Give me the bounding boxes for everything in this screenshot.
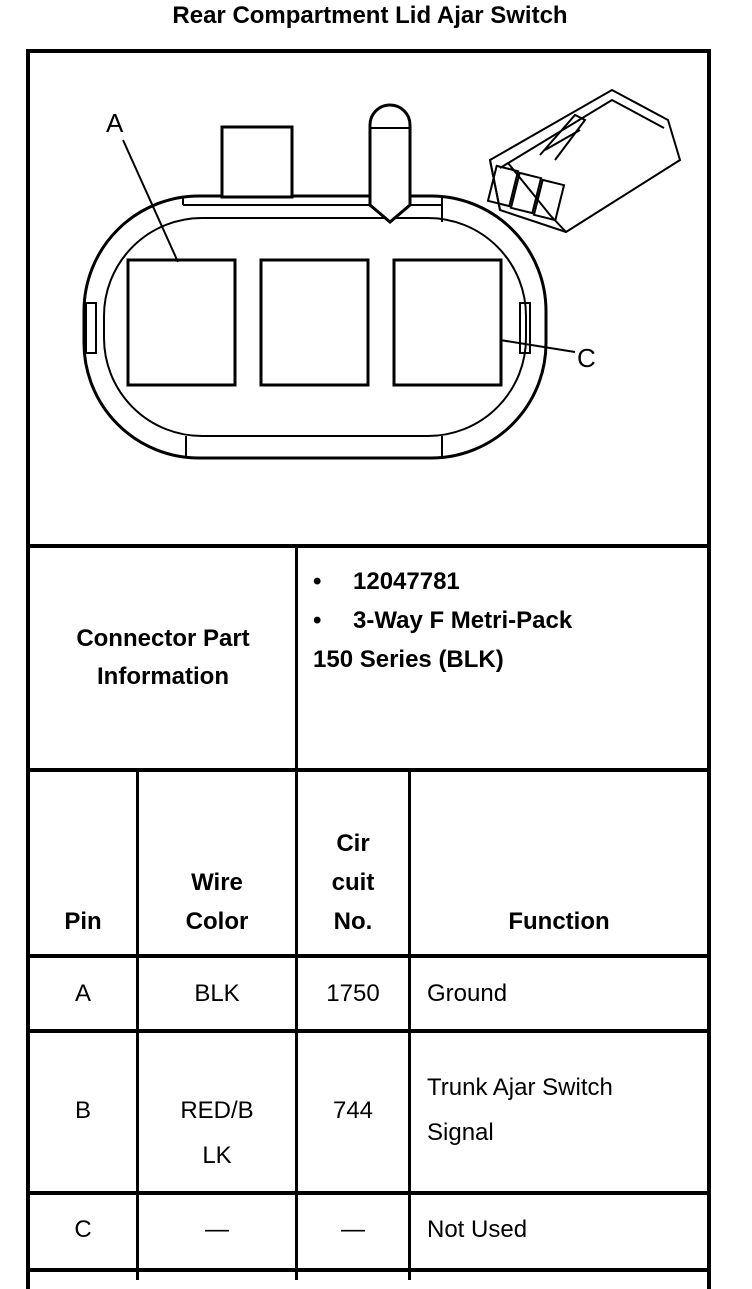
lock-tab xyxy=(222,127,292,197)
connector-info-label: Connector Part Information xyxy=(76,625,250,690)
connector-info-details xyxy=(313,562,703,679)
divider-line xyxy=(26,1029,711,1033)
wire-color-cell: BLK xyxy=(194,980,240,1007)
function-cell: Trunk Ajar Switch Signal xyxy=(427,1074,613,1146)
divider-line xyxy=(26,954,711,958)
header-circuit-no: Cir cuit No. xyxy=(331,830,375,935)
bullet-icon: • xyxy=(313,568,322,595)
header-wire-color: Wire Color xyxy=(185,869,249,935)
connector-diagram xyxy=(30,53,707,545)
connector-series: 150 Series (BLK) xyxy=(313,646,504,673)
bullet-icon: • xyxy=(313,607,322,634)
divider-line xyxy=(26,768,711,772)
part-number: 12047781 xyxy=(353,568,460,595)
callout-label-a: A xyxy=(106,108,124,138)
header-pin: Pin xyxy=(64,908,102,935)
polarization-key xyxy=(370,105,410,222)
connector-3d-icon xyxy=(488,90,680,232)
circuit-cell: 744 xyxy=(332,1097,374,1124)
function-cell: Ground xyxy=(427,980,508,1007)
wire-color-cell: RED/B LK xyxy=(180,1097,254,1169)
divider-line xyxy=(26,1268,711,1272)
wire-color-cell: — xyxy=(205,1216,229,1243)
connector-housing-outer xyxy=(84,196,546,458)
divider-line xyxy=(408,770,411,1280)
pin-cell: A xyxy=(74,980,91,1007)
header-function: Function xyxy=(508,908,610,935)
function-cell: Not Used xyxy=(427,1216,528,1243)
divider-line xyxy=(136,770,139,1280)
callout-label-c: C xyxy=(577,343,596,373)
page-title: Rear Compartment Lid Ajar Switch xyxy=(172,2,568,29)
pin-cell: C xyxy=(74,1216,92,1243)
circuit-cell: 1750 xyxy=(326,980,380,1007)
pin-cell: B xyxy=(74,1097,91,1124)
divider-line xyxy=(26,1191,711,1195)
connector-description: 3-Way F Metri-Pack xyxy=(353,607,573,634)
circuit-cell: — xyxy=(341,1216,365,1243)
